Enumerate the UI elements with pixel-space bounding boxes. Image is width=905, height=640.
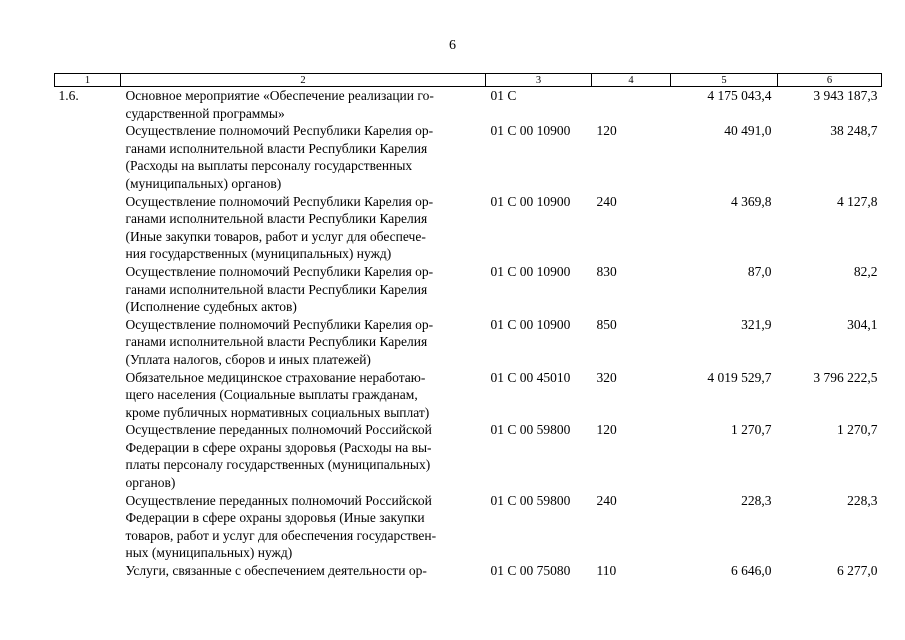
row-description: Услуги, связанные с обеспечением деятельности ор- <box>125 563 427 579</box>
row-description: Осуществление переданных полномочий Российской Федерации в сфере охраны здоровья (Расходы на вы- платы персоналу государственных (муниципальных) органов) <box>125 422 432 491</box>
row-target-code: 01 С 00 59800 <box>490 492 571 508</box>
header-cell-5: 5 <box>671 74 778 87</box>
row-number: 1.6. <box>58 88 79 103</box>
table-row <box>55 193 882 263</box>
row-number <box>55 562 121 580</box>
row-amount-col5: 228,3 <box>741 492 772 508</box>
row-target-code: 01 С 00 10900 <box>490 263 571 279</box>
row-amount-col6: 6 277,0 <box>837 563 878 579</box>
row-target-code: 01 С 00 10900 <box>490 123 571 139</box>
row-amount-col5: 4 369,8 <box>731 193 772 209</box>
row-expense-type: 120 <box>596 123 617 139</box>
row-number <box>55 316 121 369</box>
row-description: Осуществление полномочий Республики Карелия ор- ганами исполнительной власти Республики Карелия (Уплата налогов, сборов и иных платежей) <box>125 316 434 367</box>
row-target-code: 01 С 00 59800 <box>490 422 571 438</box>
row-expense-type: 850 <box>596 316 617 332</box>
page-number: 6 <box>449 38 456 53</box>
header-cell-2: 2 <box>121 74 486 87</box>
table-row <box>55 87 882 123</box>
row-description: Обязательное медицинское страхование неработаю- щего населения (Социальные выплаты гражданам, кроме публичных нормативных социальных выплат) <box>125 369 430 420</box>
row-amount-col6: 228,3 <box>847 492 878 508</box>
row-number <box>55 492 121 562</box>
row-expense-type: 120 <box>596 422 617 438</box>
row-amount-col5: 321,9 <box>741 316 772 332</box>
row-number <box>55 421 121 491</box>
row-expense-type: 320 <box>596 369 617 385</box>
row-description: Осуществление переданных полномочий Российской Федерации в сфере охраны здоровья (Иные закупки товаров, работ и услуг для обеспечения государствен- ных (муниципальных) нужд) <box>125 492 437 561</box>
row-amount-col5: 40 491,0 <box>724 123 772 139</box>
header-cell-4: 4 <box>592 74 671 87</box>
table-row <box>55 263 882 316</box>
row-description: Осуществление полномочий Республики Карелия ор- ганами исполнительной власти Республики Карелия (Расходы на выплаты персоналу государственных (муниципальных) органов) <box>125 123 434 191</box>
row-amount-col6: 304,1 <box>847 316 878 332</box>
row-amount-col5: 87,0 <box>747 263 772 279</box>
row-expense-type: 830 <box>596 263 617 279</box>
row-target-code: 01 С 00 10900 <box>490 316 571 332</box>
row-amount-col5: 4 019 529,7 <box>707 369 772 385</box>
table-row <box>55 492 882 562</box>
row-amount-col6: 3 796 222,5 <box>813 369 878 385</box>
table-row <box>55 562 882 580</box>
row-number <box>55 122 121 192</box>
row-amount-col6: 4 127,8 <box>837 193 878 209</box>
budget-table <box>54 73 882 580</box>
row-amount-col6: 3 943 187,3 <box>813 88 878 103</box>
row-amount-col6: 1 270,7 <box>837 422 878 438</box>
row-expense-type: 110 <box>596 563 617 579</box>
row-amount-col5: 1 270,7 <box>731 422 772 438</box>
header-cell-6: 6 <box>778 74 882 87</box>
row-description: Основное мероприятие «Обеспечение реализации го- сударственной программы» <box>125 88 434 121</box>
row-amount-col5: 6 646,0 <box>731 563 772 579</box>
row-target-code: 01 С 00 75080 <box>490 563 571 579</box>
row-description: Осуществление полномочий Республики Карелия ор- ганами исполнительной власти Республики Карелия (Исполнение судебных актов) <box>125 263 434 315</box>
row-expense-type <box>592 87 671 123</box>
table-row <box>55 122 882 192</box>
table-row <box>55 369 882 422</box>
row-expense-type: 240 <box>596 193 617 209</box>
row-amount-col6: 82,2 <box>853 263 878 279</box>
row-target-code: 01 С <box>490 88 517 103</box>
table-row <box>55 421 882 491</box>
row-expense-type: 240 <box>596 492 617 508</box>
row-target-code: 01 С 00 10900 <box>490 193 571 209</box>
row-number <box>55 193 121 263</box>
row-description: Осуществление полномочий Республики Карелия ор- ганами исполнительной власти Республики Карелия (Иные закупки товаров, работ и услуг для обеспече- ния государственных (муниципальных) нужд) <box>125 193 434 262</box>
row-amount-col6: 38 248,7 <box>830 123 878 139</box>
header-cell-1: 1 <box>55 74 121 87</box>
row-amount-col5: 4 175 043,4 <box>707 88 772 103</box>
header-cell-3: 3 <box>486 74 592 87</box>
table-row <box>55 316 882 369</box>
row-number <box>55 263 121 316</box>
row-number <box>55 369 121 422</box>
header-row <box>55 74 882 87</box>
row-target-code: 01 С 00 45010 <box>490 369 571 385</box>
